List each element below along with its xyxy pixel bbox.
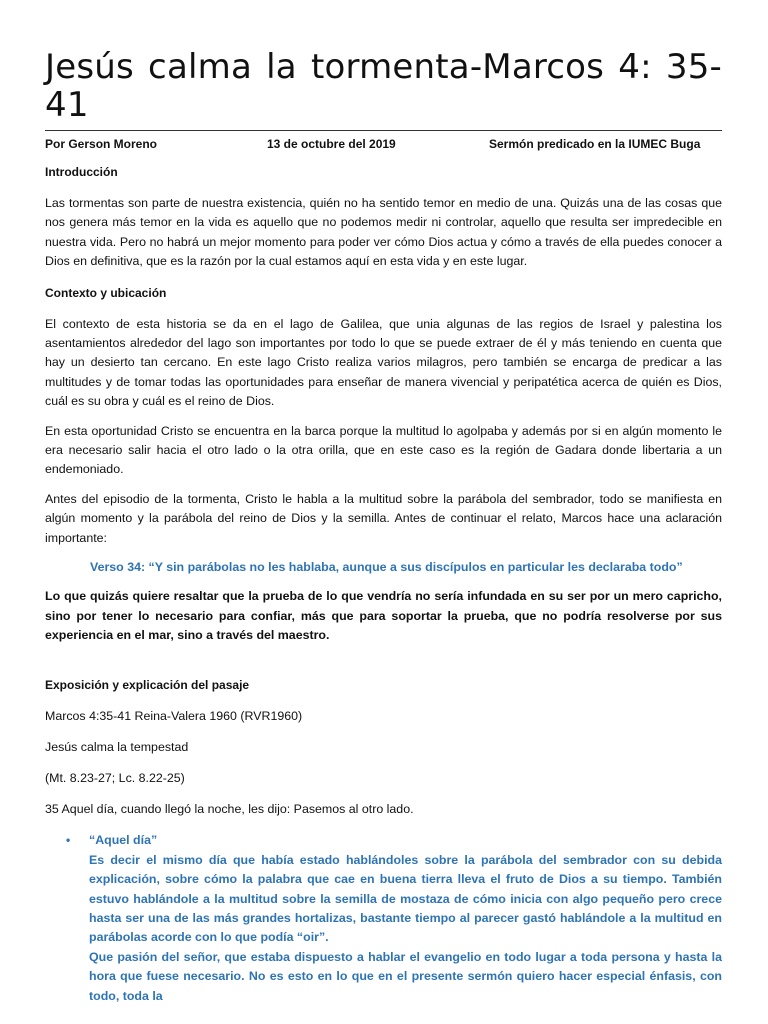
context-paragraph-1: El contexto de esta historia se da en el lago de Galilea, que unia algunas de las regios de Israel y palestina los asentamientos alrededor del lago son importantes por todo lo que se puede extraer de él y más teniendo en cuenta que hay un desierto tan cercano. En este lago Cristo realiza varios milagros, pero también se encarga de predicar a las multitudes y de tomar todas las oportunidades para enseñar de manera vivencial y peripatética acerca de quién es Dios, cuál es su obra y cuál es el reino de Dios.	[45, 316, 722, 409]
context-paragraph-3: Antes del episodio de la tormenta, Cristo le habla a la multitud sobre la parábola del sembrador, todo se manifiesta en algún momento y la parábola del reino de Dios y la semilla. Antes de continuar el relato, Marcos hace una aclaración importante:	[45, 491, 722, 545]
context-heading: Contexto y ubicación	[45, 285, 167, 300]
document-page	[45, 48, 722, 1006]
byline	[45, 135, 722, 153]
preached-label: Sermón predicado en la IUMEC Buga	[489, 137, 701, 151]
title-underline	[45, 130, 722, 131]
passage-reference: Marcos 4:35-41 Reina-Valera 1960 (RVR1960)	[45, 709, 303, 724]
intro-heading: Introducción	[45, 165, 118, 179]
author-label: Por Gerson Moreno	[45, 137, 158, 151]
cross-references: (Mt. 8.23-27; Lc. 8.22-25)	[45, 771, 185, 786]
bullet-item	[45, 831, 722, 1006]
context-paragraph-4: Lo que quizás quiere resaltar que la prueba de lo que vendría no sería infundada en su ser por un mero capricho, sino por tener lo necesario para confiar, más que para soportar la prueba, que no podría resolverse por sus experiencia en el mar, sino a través del maestro.	[45, 589, 722, 642]
context-paragraph-2: En esta oportunidad Cristo se encuentra en la barca porque la multitud lo agolpaba y además por si en algún momento le era necesario salir hacia el otro lado o la otra orilla, que en este caso es la región de Gadara donde libertaria a un endemoniado.	[45, 423, 722, 477]
exposition-heading: Exposición y explicación del pasaje	[45, 678, 250, 693]
date-label: 13 de octubre del 2019	[267, 137, 396, 151]
intro-paragraph: Las tormentas son parte de nuestra existencia, quién no ha sentido temor en medio de una. Quizás una de las cosas que nos genera más temor en la vida es aquello que no podemos medir ni controlar, aquello que resulta ser impredecible en nuestra vida. Pero no habrá un mejor momento para poder ver cómo Dios actua y cómo a través de ella puedes conocer a Dios en definitiva, que es la razón por la cual estamos aquí en esta vida y en este lugar.	[45, 196, 722, 269]
bullet-heading: “Aquel día”	[89, 833, 158, 848]
bullet-paragraph-2: Que pasión del señor, que estaba dispuesto a hablar el evangelio en todo lugar a toda persona y hasta la hora que fuese necesario. No es esto en lo que en el presente sermón quiero hacer especial énfasis, con todo, toda la	[89, 949, 722, 1003]
verse-34-quote: Verso 34: “Y sin parábolas no les hablaba, aunque a sus discípulos en particular les declaraba todo”	[90, 560, 683, 575]
bullet-paragraph-1: Es decir el mismo día que había estado hablándoles sobre la parábola del sembrador con su debida explicación, sobre cómo la palabra que cae en buena tierra lleva el fruto de Dios a su tiempo. También estuvo hablándole a la multitud sobre la semilla de mostaza de cómo inicia con algo pequeño pero crece hasta ser una de las más grandes hortalizas, bastante tiempo al parecer gastó hablándole a la multitud en parábolas acorde con lo que podía “oir”.	[89, 852, 722, 945]
bullet-marker: •	[66, 833, 71, 848]
verse-35: 35 Aquel día, cuando llegó la noche, les dijo: Pasemos al otro lado.	[45, 802, 414, 817]
page-title: Jesús calma la tormenta-Marcos 4: 35-41	[45, 47, 722, 125]
passage-title: Jesús calma la tempestad	[45, 740, 189, 755]
